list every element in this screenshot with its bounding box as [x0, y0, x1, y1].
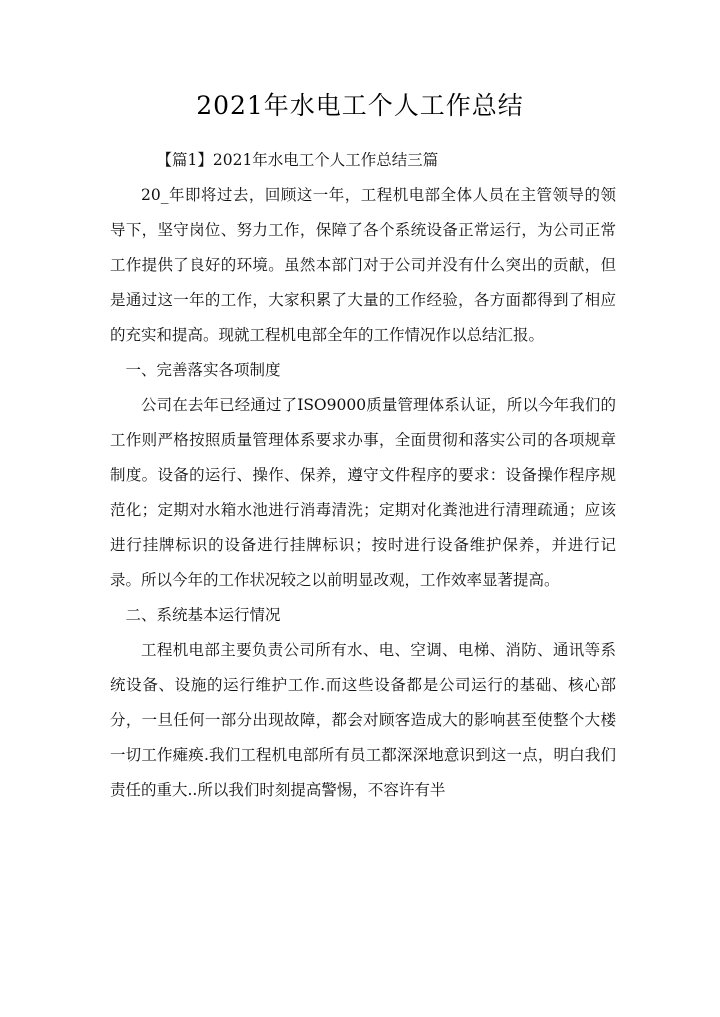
- intro-paragraph: 20_年即将过去，回顾这一年，工程机电部全体人员在主管领导的领导下，坚守岗位、努力工作，保障了各个系统设备正常运行，为公司正常工作提供了良好的环境。虽然本部门对于公司并没有什么突出的贡献，但是通过这一年的工作，大家积累了大量的工作经验，各方面都得到了相应的充实和提高。现就工程机电部全年的工作情况作以总结汇报。: [110, 186, 616, 344]
- document-body: [110, 143, 616, 808]
- body-paragraph-1: 公司在去年已经通过了ISO9000质量管理体系认证，所以今年我们的工作则严格按照质量管理体系要求办事，全面贯彻和落实公司的各项规章制度。设备的运行、操作、保养，遵守文件程序的要求：设备操作程序规范化；定期对水箱水池进行消毒清洗；定期对化粪池进行清理疏通；应该进行挂牌标识的设备进行挂牌标识；按时进行设备维护保养，并进行记录。所以今年的工作状况较之以前明显改观，工作效率显著提高。: [110, 396, 616, 589]
- section-subtitle: 【篇1】2021年水电工个人工作总结三篇: [156, 151, 439, 169]
- section-heading-2: 二、系统基本运行情况: [125, 606, 281, 624]
- section-heading-1: 一、完善落实各项制度: [125, 361, 281, 379]
- body-paragraph-2: 工程机电部主要负责公司所有水、电、空调、电梯、消防、通讯等系统设备、设施的运行维护工作.而这些设备都是公司运行的基础、核心部分，一旦任何一部分出现故障，都会对顾客造成大的影响甚至使整个大楼一切工作瘫痪.我们工程机电部所有员工都深深地意识到这一点，明白我们责任的重大..所以我们时刻提高警惕，不容许有半: [110, 641, 616, 799]
- document-title: 2021年水电工个人工作总结: [196, 91, 524, 120]
